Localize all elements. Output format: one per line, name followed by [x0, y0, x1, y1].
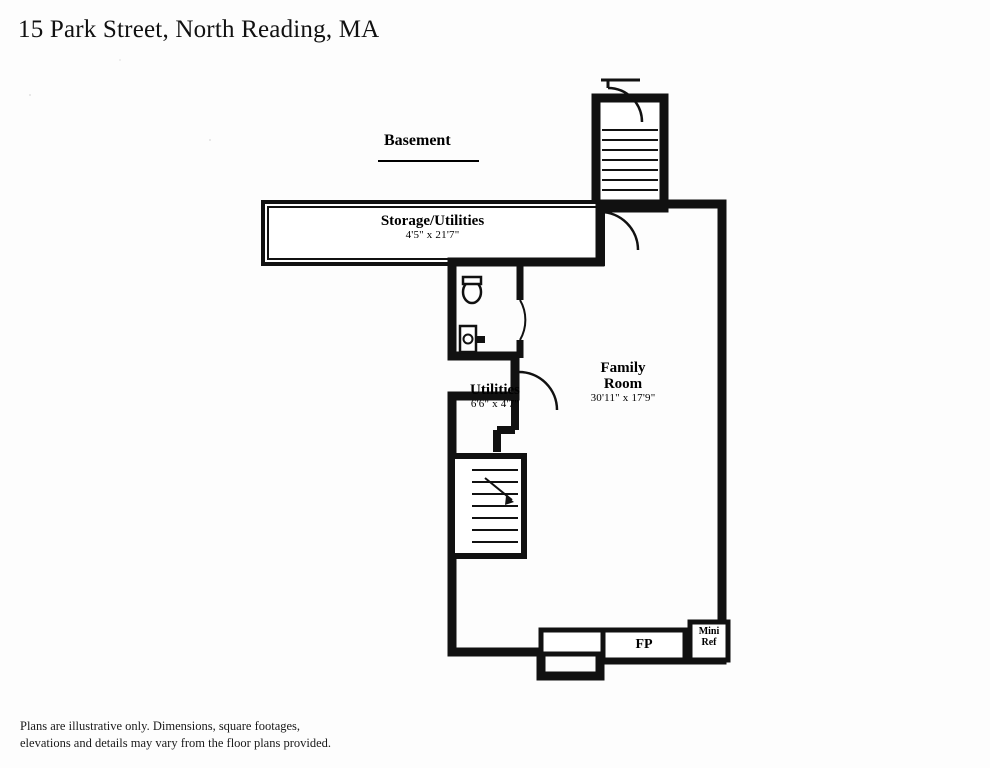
room-dimensions: 4'5" x 21'7": [405, 229, 460, 241]
room-label-family-room: [548, 360, 698, 405]
page-title: 15 Park Street, North Reading, MA: [18, 16, 380, 43]
disclaimer-line-2: elevations and details may vary from the floor plans provided.: [20, 736, 332, 750]
disclaimer-text: [20, 718, 440, 752]
main-outline: [452, 204, 722, 676]
upper-stair-enclosure: [596, 80, 664, 208]
room-name: Utilities: [470, 382, 520, 398]
room-label-utilities: [420, 382, 570, 411]
mini-ref-line2: Ref: [701, 637, 717, 648]
interior-stair: [452, 456, 524, 556]
storage-door-swing: [600, 212, 638, 250]
room-label-storage-utilities: [300, 213, 565, 242]
disclaimer-line-1: Plans are illustrative only. Dimensions, square footages,: [20, 719, 301, 733]
room-dimensions: 6'6" x 4'7": [470, 398, 520, 410]
mini-refrigerator-label: [690, 626, 728, 648]
room-dimensions: 30'11" x 17'9": [590, 392, 656, 404]
utility-closet: [460, 266, 525, 358]
room-name-line2: Room: [603, 376, 643, 392]
floor-label: Basement: [384, 132, 451, 149]
room-name-line1: Family: [600, 360, 646, 376]
room-name: Storage/Utilities: [380, 213, 485, 229]
floor-label-underline: [378, 160, 479, 162]
fireplace-label: FP: [635, 637, 653, 652]
mini-ref-line1: Mini: [698, 626, 720, 637]
